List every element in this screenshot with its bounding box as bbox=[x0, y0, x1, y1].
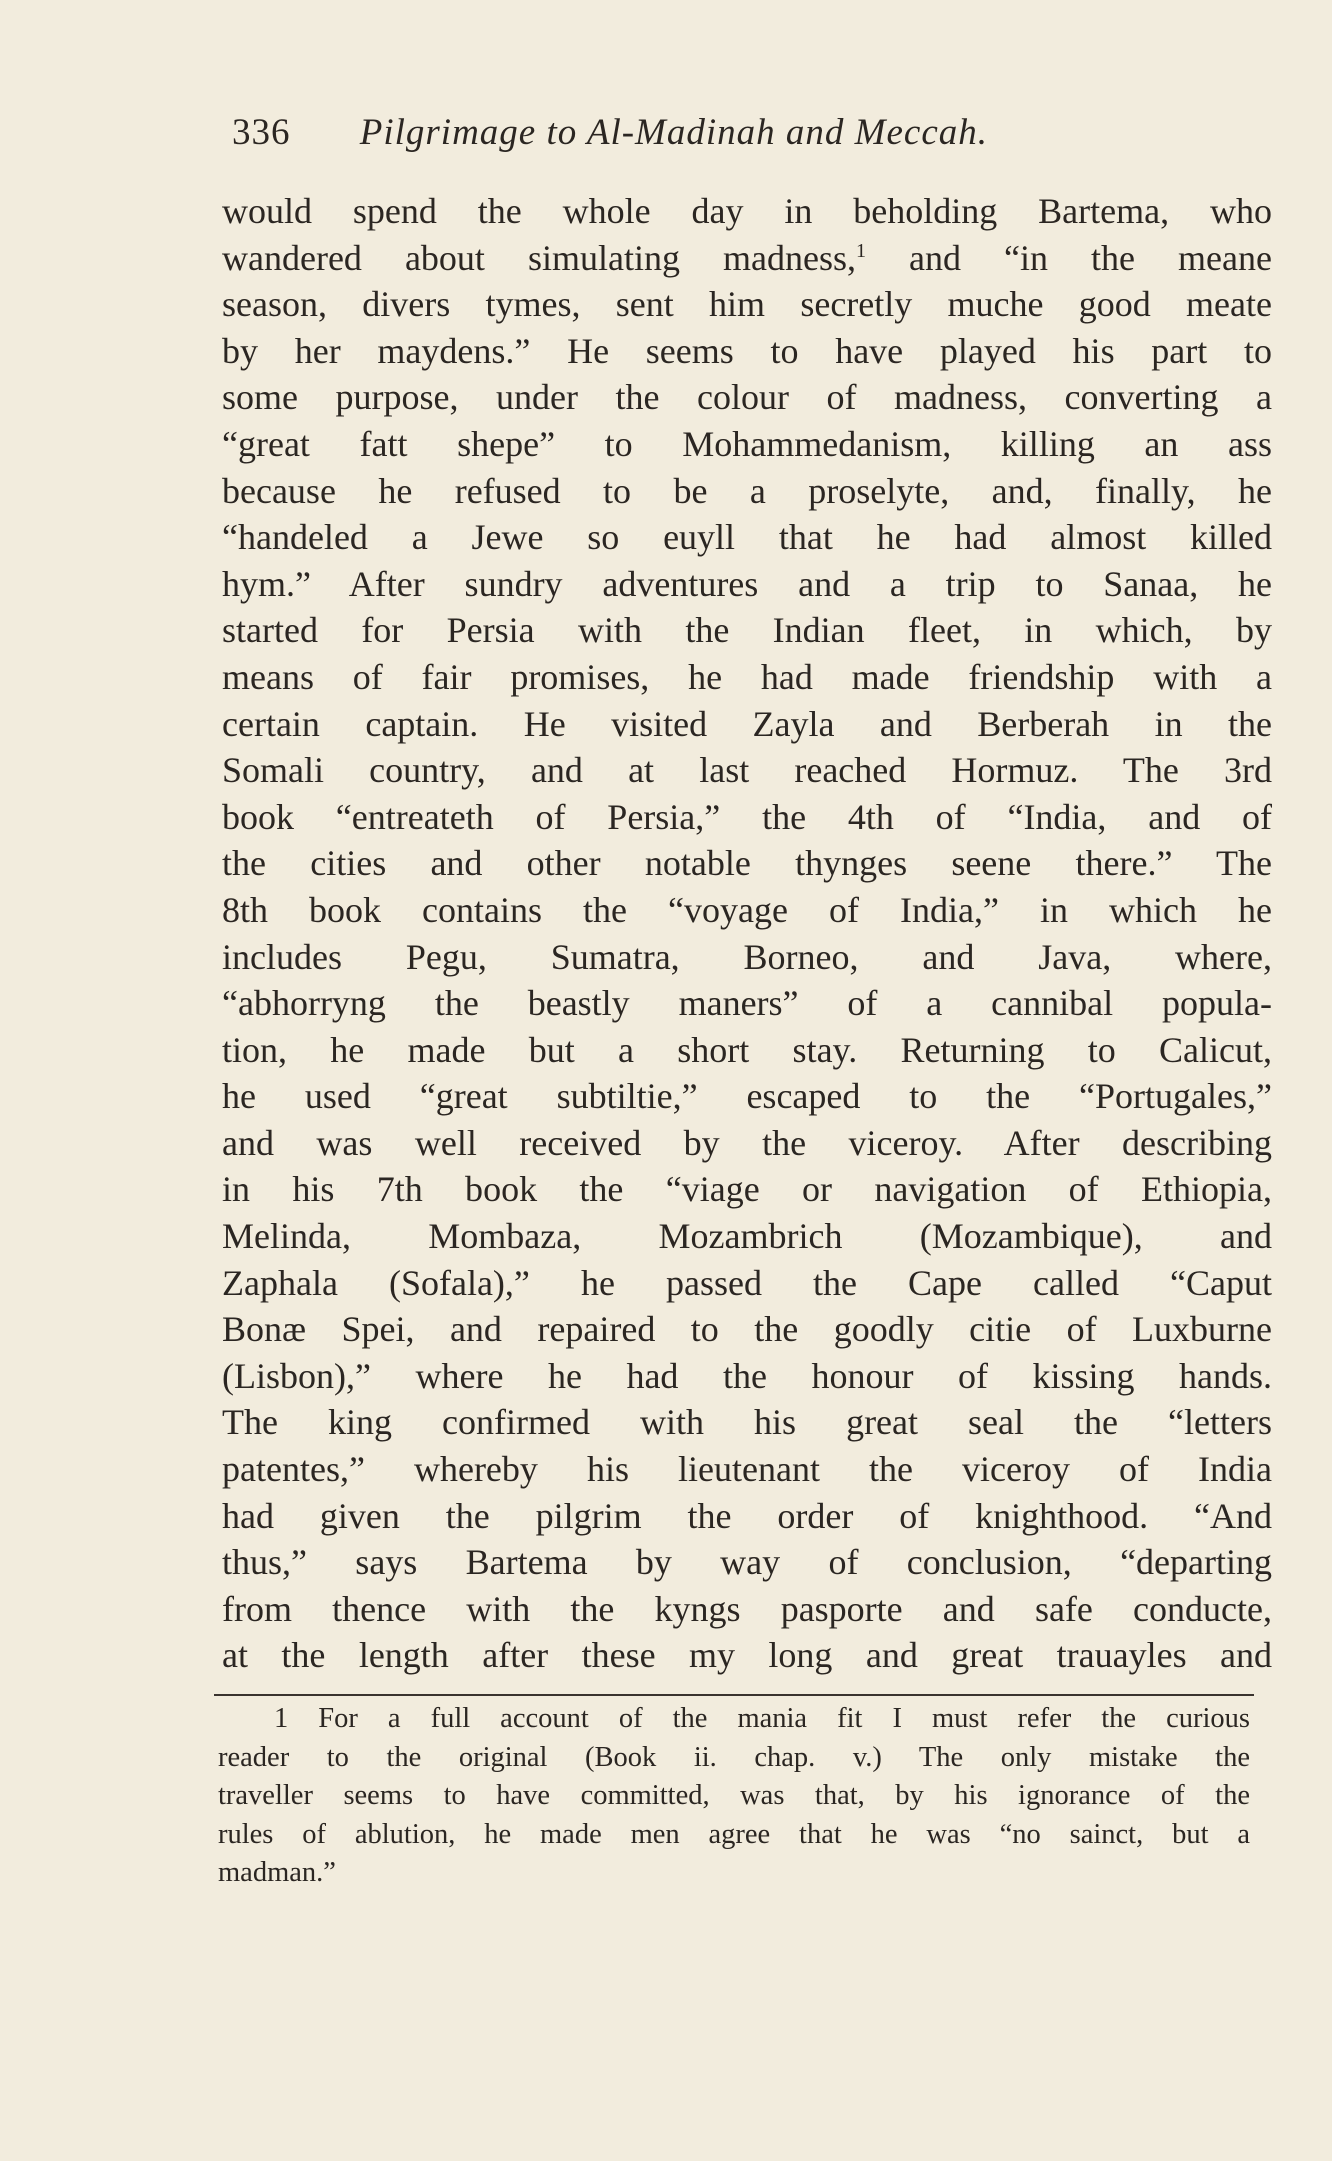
text-line: “abhorryng the beastly maners” of a cannibal popula- bbox=[222, 983, 1272, 1024]
text-line: in his 7th book the “viage or navigation of Ethiopia, bbox=[222, 1169, 1272, 1210]
footnote-line: rules of ablution, he made men agree that he was “no sainct, but a bbox=[218, 1818, 1250, 1850]
text-line: started for Persia with the Indian fleet, in which, by bbox=[222, 610, 1272, 651]
text-line: the cities and other notable thynges seene there.” The bbox=[222, 843, 1272, 884]
text-line: would spend the whole day in beholding Bartema, who bbox=[222, 191, 1272, 231]
text-line: by her maydens.” He seems to have played his part to bbox=[222, 330, 1272, 371]
text-line: (Lisbon),” where he had the honour of kissing hands. bbox=[222, 1355, 1272, 1396]
footnote-reference: 1 bbox=[855, 239, 866, 262]
text-line: book “entreateth of Persia,” the 4th of “India, and of bbox=[222, 796, 1272, 837]
text-line-with-footnote bbox=[222, 235, 1272, 282]
text-line: 8th book contains the “voyage of India,” in which he bbox=[222, 889, 1272, 930]
footnote-line: madman.” bbox=[218, 1857, 336, 1888]
text-line: certain captain. He visited Zayla and Berberah in the bbox=[222, 703, 1272, 744]
text-line: and was well received by the viceroy. After describing bbox=[222, 1122, 1272, 1163]
text-line: had given the pilgrim the order of knighthood. “And bbox=[222, 1495, 1272, 1536]
text-line: some purpose, under the colour of madness, converting a bbox=[222, 377, 1272, 418]
text-line: tion, he made but a short stay. Returning to Calicut, bbox=[222, 1029, 1272, 1070]
text-line: at the length after these my long and great trauayles and bbox=[222, 1635, 1272, 1676]
text-line: Zaphala (Sofala),” he passed the Cape called “Caput bbox=[222, 1262, 1272, 1303]
body-text bbox=[222, 188, 1272, 1679]
text-line: means of fair promises, he had made friendship with a bbox=[222, 656, 1272, 697]
running-head bbox=[232, 108, 1132, 158]
text-line: from thence with the kyngs pasporte and safe conducte, bbox=[222, 1588, 1272, 1629]
footnote-divider bbox=[214, 1694, 1254, 1696]
text-line: Bonæ Spei, and repaired to the goodly citie of Luxburne bbox=[222, 1309, 1272, 1350]
text-line: season, divers tymes, sent him secretly muche good meate bbox=[222, 284, 1272, 325]
page-number: 336 bbox=[232, 112, 291, 153]
footnote-line: 1 For a full account of the mania fit I must refer the curious bbox=[274, 1703, 1250, 1734]
text-line: “handeled a Jewe so euyll that he had almost killed bbox=[222, 517, 1272, 558]
text-line: Melinda, Mombaza, Mozambrich (Mozambique), and bbox=[222, 1216, 1272, 1257]
text-line-end: and “in the meane bbox=[865, 237, 1272, 278]
running-title: Pilgrimage to Al-Madinah and Meccah. bbox=[359, 112, 988, 153]
footnote-line: reader to the original (Book ii. chap. v.) The only mistake the bbox=[218, 1741, 1250, 1773]
text-line: includes Pegu, Sumatra, Borneo, and Java, where, bbox=[222, 936, 1272, 977]
footnote-line: traveller seems to have committed, was that, by his ignorance of the bbox=[218, 1780, 1250, 1811]
text-line: thus,” says Bartema by way of conclusion, “departing bbox=[222, 1542, 1272, 1583]
text-line: “great fatt shepe” to Mohammedanism, killing an ass bbox=[222, 423, 1272, 464]
text-line-start: wandered about simulating madness, bbox=[222, 237, 856, 278]
text-line: because he refused to be a proselyte, and, finally, he bbox=[222, 470, 1272, 511]
text-line: patentes,” whereby his lieutenant the viceroy of India bbox=[222, 1449, 1272, 1490]
text-line: Somali country, and at last reached Hormuz. The 3rd bbox=[222, 750, 1272, 791]
text-line: hym.” After sundry adventures and a trip to Sanaa, he bbox=[222, 563, 1272, 604]
text-line: The king confirmed with his great seal the “letters bbox=[222, 1402, 1272, 1443]
footnotes bbox=[218, 1700, 1250, 1893]
text-line: he used “great subtiltie,” escaped to the “Portugales,” bbox=[222, 1076, 1272, 1117]
